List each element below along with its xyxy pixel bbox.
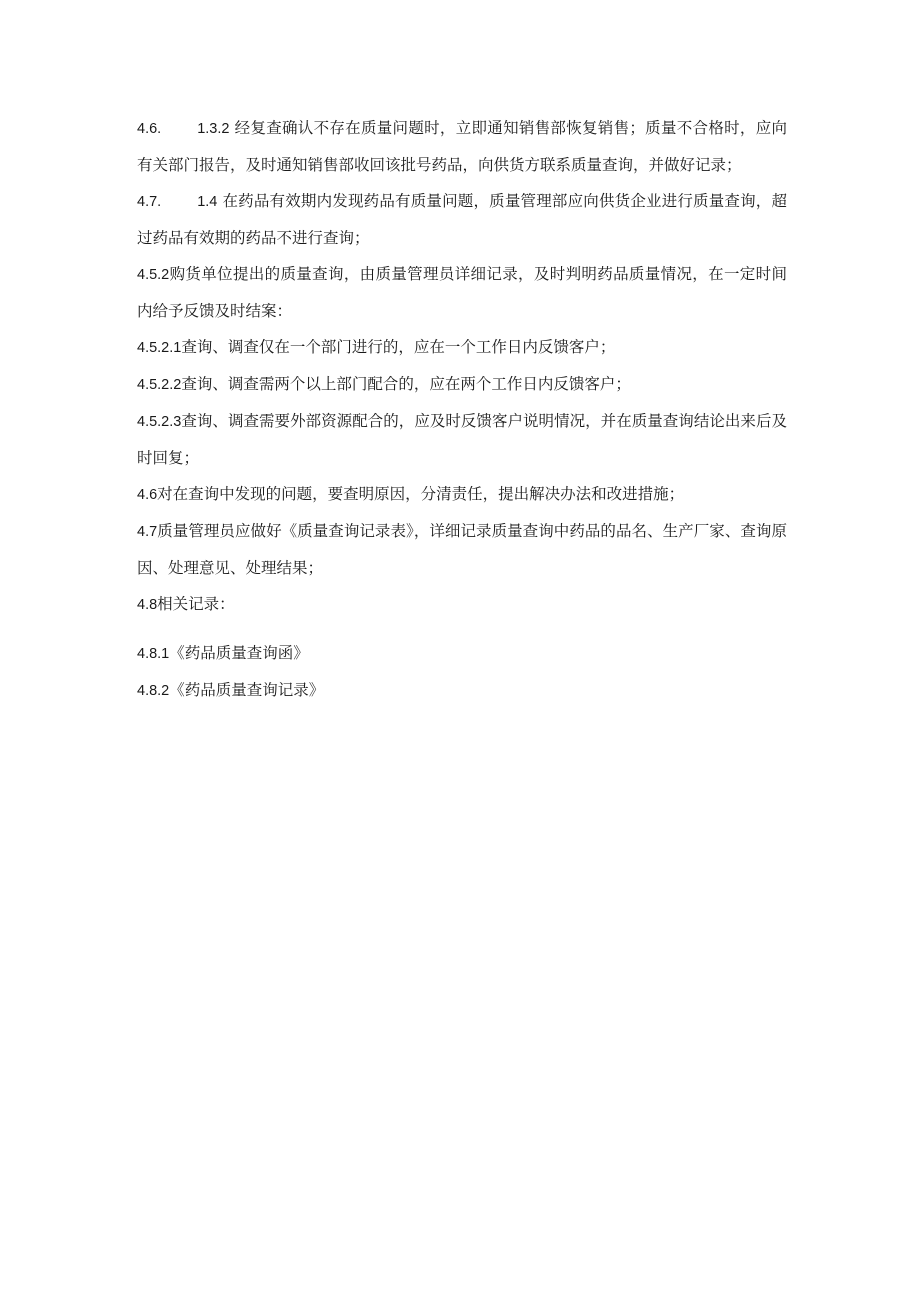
paragraph-number: 4.5.2: [137, 267, 170, 283]
paragraph-4-5-2-1: [137, 329, 787, 366]
paragraph-number: 4.8.1: [137, 646, 170, 662]
paragraph-text: 对在查询中发现的问题，要查明原因，分清责任，提出解决办法和改进措施；: [157, 485, 685, 503]
paragraph-subnumber: 1.3.2: [197, 121, 230, 137]
paragraph-4-8-2: [137, 672, 787, 709]
paragraph-number: 4.5.2.3: [137, 414, 182, 430]
paragraph-text: 相关记录：: [157, 595, 235, 613]
paragraph-text: 《药品质量查询记录》: [169, 681, 325, 699]
paragraph-4-5-2-2: [137, 366, 787, 403]
paragraph-4-5-2: [137, 256, 787, 329]
paragraph-number: 4.5.2.1: [137, 340, 182, 356]
paragraph-number: 4.8: [137, 597, 158, 613]
paragraph-4-6-1-3-2: [137, 110, 787, 183]
paragraph-4-5-2-3: [137, 403, 787, 476]
paragraph-text: 查询、调查需两个以上部门配合的，应在两个工作日内反馈客户；: [181, 375, 631, 393]
paragraph-text: 查询、调查需要外部资源配合的，应及时反馈客户说明情况，并在质量查询结论出来后及时回复；: [137, 412, 787, 467]
paragraph-number: 4.6: [137, 487, 158, 503]
paragraph-4-7-1-4: [137, 183, 787, 256]
paragraph-text: 经复查确认不存在质量问题时，立即通知销售部恢复销售；质量不合格时，应向有关部门报告，及时通知销售部收回该批号药品，向供货方联系质量查询，并做好记录；: [137, 119, 787, 174]
paragraph-text: 质量管理员应做好《质量查询记录表》，详细记录质量查询中药品的品名、生产厂家、查询原因、处理意见、处理结果；: [137, 522, 787, 577]
paragraph-number: 4.6.: [137, 121, 162, 137]
paragraph-subnumber: 1.4: [197, 194, 218, 210]
paragraph-number: 4.5.2.2: [137, 377, 182, 393]
paragraph-number: 4.7.: [137, 194, 162, 210]
paragraph-text: 在药品有效期内发现药品有质量问题，质量管理部应向供货企业进行质量查询，超过药品有效期的药品不进行查询；: [137, 192, 787, 247]
paragraph-text: 《药品质量查询函》: [169, 644, 309, 662]
paragraph-4-8: [137, 586, 787, 623]
paragraph-text: 查询、调查仅在一个部门进行的，应在一个工作日内反馈客户；: [181, 338, 616, 356]
paragraph-4-8-1: [137, 635, 787, 672]
paragraph-4-6: [137, 476, 787, 513]
document-body: [137, 110, 787, 709]
paragraph-number: 4.8.2: [137, 683, 170, 699]
paragraph-text: 购货单位提出的质量查询，由质量管理员详细记录，及时判明药品质量情况，在一定时间内给予反馈及时结案：: [137, 265, 787, 320]
paragraph-number: 4.7: [137, 524, 158, 540]
paragraph-4-7: [137, 513, 787, 586]
